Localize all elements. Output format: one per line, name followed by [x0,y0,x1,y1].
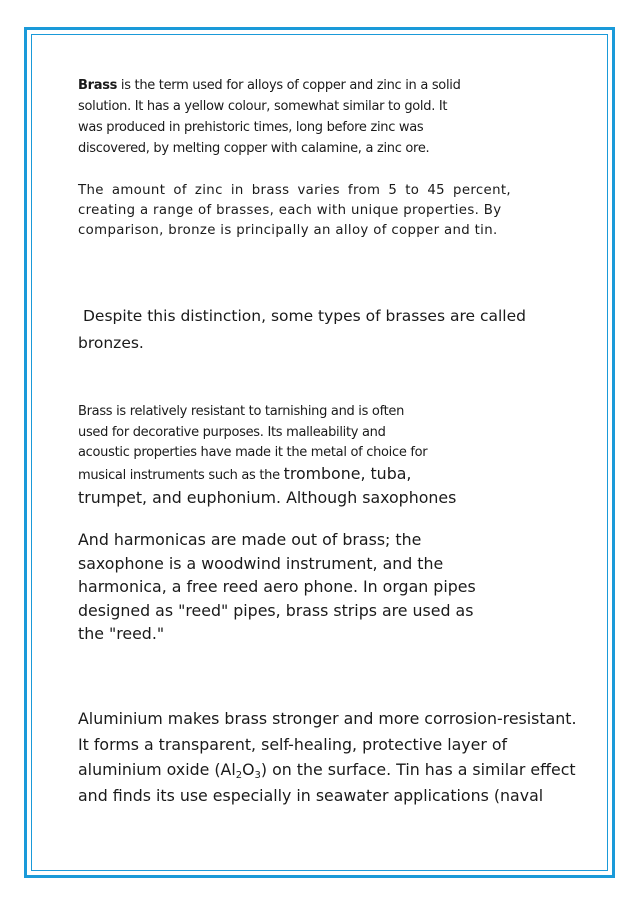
paragraph-brass-definition [78,75,461,159]
text-line: Despite this distinction, some types of brasses are called [83,307,526,325]
term-brass: Brass [78,78,118,93]
text-line: was produced in prehistoric times, long before zinc was [78,120,424,135]
text-line: It forms a transparent, self-healing, protective layer of [78,734,508,754]
text-line: used for decorative purposes. Its malleability and [78,424,386,440]
text-line: aluminium oxide $(Al_2O_3)$ on the surface. Tin has a similar effect [78,760,576,781]
text-line: Aluminium makes brass stronger and more corrosion-resistant. [78,709,577,728]
text-line: bronzes. [78,334,144,352]
text-line: and finds its use especially in seawater applications (naval [78,785,544,805]
text-line: And harmonicas are made out of brass; the [78,530,422,549]
paragraph-aluminium [78,706,577,808]
text-line: The amount of zinc in brass varies from 5 to 45 percent, [78,183,512,198]
paragraph-harmonicas [78,528,476,646]
text-line: discovered, by melting copper with calamine, a zinc ore. [78,141,430,156]
text-line: saxophone is a woodwind instrument, and the [78,553,444,573]
text-line: harmonica, a free reed aero phone. In organ pipes [78,577,476,596]
paragraph-zinc-amount [78,181,511,241]
text-line: comparison, bronze is principally an alloy of copper and tin. [78,223,498,238]
text-line: creating a range of brasses, each with unique properties. By [78,203,502,218]
text-line: Brass is relatively resistant to tarnishing and is often [78,404,405,419]
text-line: the "reed." [78,624,165,643]
paragraph-bronzes [78,303,526,357]
text-line: acoustic properties have made it the metal of choice for [78,445,428,460]
text-line: Brass is the term used for alloys of copper and zinc in a solid [78,78,461,93]
text-line: designed as "reed" pipes, brass strips are used as [78,600,474,620]
text-line: trumpet, and euphonium. Although saxophones [78,488,457,507]
text-line: solution. It has a yellow colour, somewhat similar to gold. It [78,99,448,114]
text-line: musical instruments such as the trombone, tuba, [78,463,412,483]
paragraph-instruments [78,402,456,510]
